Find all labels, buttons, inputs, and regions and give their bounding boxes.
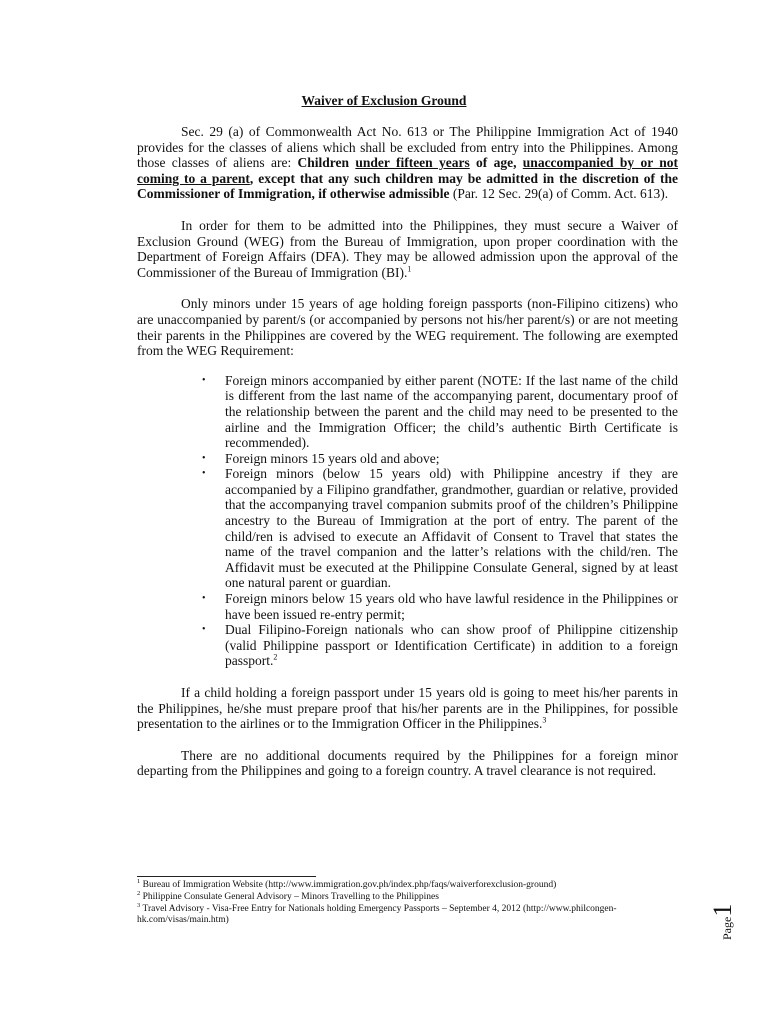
list-item-text: Foreign minors (below 15 years old) with Philippine ancestry if they are accompanied by a Filipino grandfather, grandmother, guardian or relative, provided that the accompanying travel companion submits proof of the children’s Philippine ancestry to the Bureau of Immigration at the port of entry. The parent of the child/ren is advised to execute an Affidavit of Consent to Travel that states the name of the travel companion and the latter’s relations with the child/ren. The Affidavit must be executed at the Philippine Consulate General, signed by at least one natural parent or guardian. (225, 466, 678, 591)
list-item (202, 372, 678, 451)
bullet-icon: • (202, 624, 206, 636)
list-item-text: Foreign minors 15 years old and above; (225, 450, 440, 466)
paragraph-minors-covered: Only minors under 15 years of age holding foreign passports (non-Filipino citizens) who are unaccompanied by parent/s (or accompanied by persons not his/her parent/s) or are not meeting their parents in the Philippines are covered by the WEG requirement. The following are exempted from the WEG Requirement: (137, 296, 678, 359)
bullet-icon: • (202, 468, 206, 480)
para1-bold-underline-unaccompanied: unaccompanied by or not coming to a parent (137, 155, 679, 186)
footnote-ref-1: 1 (407, 264, 412, 274)
list-item-text: Dual Filipino-Foreign nationals who can show proof of Philippine citizenship (valid Philippine passport or Identification Certificate) in addition to a foreign passport. (225, 622, 678, 669)
footnote-1 (137, 877, 678, 892)
page-number: 1 (708, 903, 737, 917)
page-number-label (708, 903, 748, 940)
para1-bold-children: Children (297, 155, 356, 171)
footnotes (137, 877, 678, 927)
paragraph-sec29 (137, 124, 678, 202)
list-item (202, 450, 678, 467)
bullet-icon: • (202, 593, 206, 605)
para1-bold-of-age: of age, (469, 155, 523, 171)
footnote-text: Philippine Consulate General Advisory – Minors Travelling to the Philippines (142, 891, 439, 902)
footnote-ref-2: 2 (273, 652, 278, 662)
para4-text: If a child holding a foreign passport under 15 years old is going to meet his/her parents in the Philippines, he/she must prepare proof that his/her parents are in the Philippines, for possible presentation to the airlines or to the Immigration Officer in the Philippines. (137, 685, 678, 732)
list-item (202, 466, 678, 591)
list-item-text: Foreign minors accompanied by either parent (NOTE: If the last name of the child is different from the last name of the accompanying parent, documentary proof of the relationship between the parent and the child may need to be presented to the airline and the Immigration Officer; the child’s authentic Birth Certificate is recommended). (225, 372, 678, 451)
paragraph-departure: There are no additional documents required by the Philippines for a foreign minor departing from the Philippines and going to a foreign country. A travel clearance is not required. (137, 747, 678, 779)
para1-citation: (Par. 12 Sec. 29(a) of Comm. Act. 613). (449, 186, 669, 202)
footnote-text: Travel Advisory - Visa-Free Entry for Nationals holding Emergency Passports – September 4, 2012 (http://www.philcongen-hk.com/visas/main.htm) (137, 903, 617, 926)
list-item (202, 622, 678, 669)
footnote-number: 1 (137, 877, 141, 885)
list-item-text: Foreign minors below 15 years old who have lawful residence in the Philippines or have been issued re-entry permit; (225, 591, 678, 622)
footnote-text: Bureau of Immigration Website (http://www.immigration.gov.ph/index.php/faqs/waiverforexclusion-ground) (142, 880, 557, 890)
list-item (202, 591, 678, 622)
para2-text: In order for them to be admitted into the Philippines, they must secure a Waiver of Exclusion Ground (WEG) from the Bureau of Immigration, upon proper coordination with the Department of Foreign Affairs (DFA). They may be allowed admission upon the approval of the Commissioner of the Bureau of Immigration (BI). (137, 217, 678, 280)
footnote-number: 3 (137, 901, 141, 909)
footnote-2 (137, 889, 678, 904)
document-title: Waiver of Exclusion Ground (301, 93, 467, 108)
document-body (137, 124, 678, 795)
footnote-number: 2 (137, 889, 141, 897)
para1-bold-exception: , except that any such children may be admitted in the discretion of the Commissioner of Immigration, if otherwise admissible (137, 170, 678, 202)
paragraph-weg (137, 218, 678, 280)
bullet-icon: • (202, 452, 206, 464)
bullet-icon: • (202, 374, 206, 386)
para1-bold-underline-age: under fifteen years (355, 155, 470, 171)
para1-text-start: Sec. 29 (a) of Commonwealth Act No. 613 or The Philippine Immigration Act of 1940 provides for the classes of aliens which shall be excluded from entry into the Philippines. Among those classes of aliens are: (137, 124, 678, 171)
footnote-3 (137, 901, 678, 928)
footnote-divider (137, 876, 316, 877)
paragraph-meet-parents (137, 685, 678, 732)
footnote-ref-3: 3 (542, 715, 547, 725)
page-word: Page (720, 916, 734, 940)
exemption-list (137, 373, 678, 669)
